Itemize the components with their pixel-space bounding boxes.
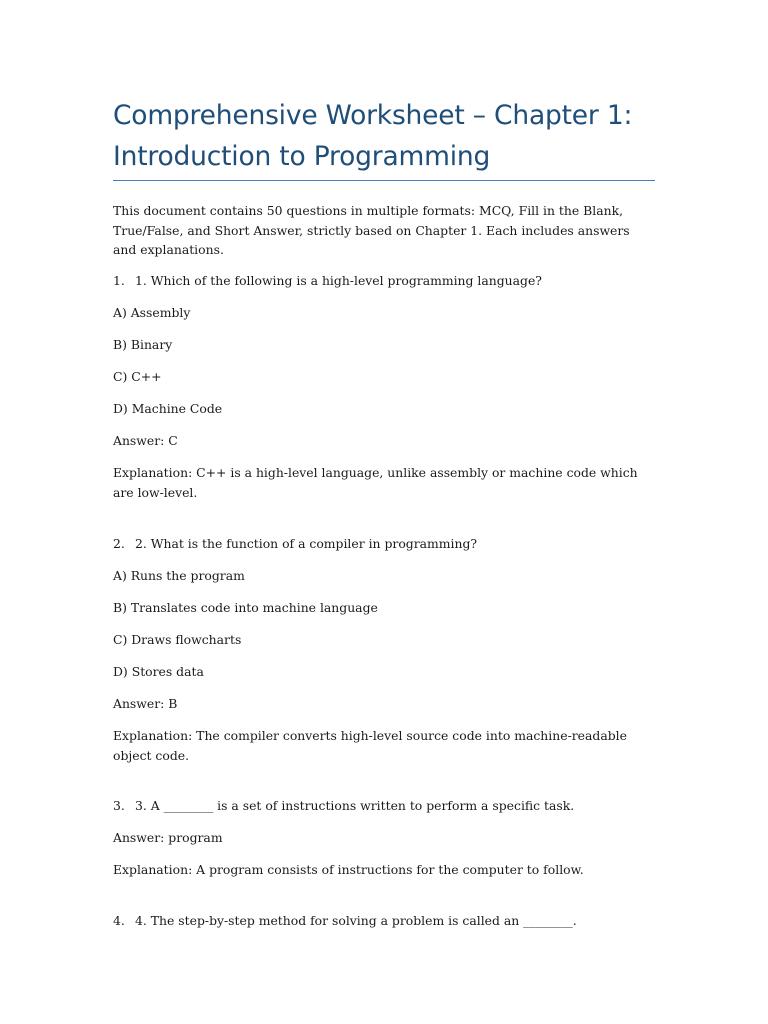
intro-paragraph: This document contains 50 questions in multiple formats: MCQ, Fill in the Blank, True/False, and Short Answer, strictly based on Chapter 1. Each includes answers and explanations. bbox=[113, 203, 630, 257]
question-number: 4. bbox=[113, 913, 125, 928]
question-1-answer: Answer: C bbox=[113, 433, 178, 448]
question-1-option-c: C) C++ bbox=[113, 369, 162, 384]
question-text: 2. What is the function of a compiler in programming? bbox=[135, 536, 478, 551]
question-3 bbox=[113, 796, 653, 816]
question-text: 1. Which of the following is a high-level programming language? bbox=[135, 273, 542, 288]
title-line-2: Introduction to Programming bbox=[113, 141, 491, 172]
question-1 bbox=[113, 271, 653, 291]
question-3-explanation: Explanation: A program consists of instructions for the computer to follow. bbox=[113, 862, 584, 877]
question-number: 2. bbox=[113, 536, 125, 551]
question-number: 1. bbox=[113, 273, 125, 288]
question-number: 3. bbox=[113, 798, 125, 813]
question-4 bbox=[113, 911, 653, 931]
title-line-1: Comprehensive Worksheet – Chapter 1: bbox=[113, 100, 633, 131]
question-1-option-b: B) Binary bbox=[113, 337, 173, 352]
title-underline bbox=[113, 180, 655, 181]
question-3-answer: Answer: program bbox=[113, 830, 223, 845]
question-2-answer: Answer: B bbox=[113, 696, 178, 711]
question-1-explanation: Explanation: C++ is a high-level language, unlike assembly or machine code which are low-level. bbox=[113, 465, 638, 500]
question-text: 4. The step-by-step method for solving a problem is called an ________. bbox=[135, 913, 577, 928]
question-2-option-b: B) Translates code into machine language bbox=[113, 600, 378, 615]
question-2 bbox=[113, 534, 653, 554]
question-text: 3. A ________ is a set of instructions written to perform a specific task. bbox=[135, 798, 575, 813]
question-2-option-c: C) Draws flowcharts bbox=[113, 632, 242, 647]
question-2-explanation: Explanation: The compiler converts high-level source code into machine-readable object code. bbox=[113, 728, 627, 763]
question-2-option-a: A) Runs the program bbox=[113, 568, 245, 583]
document-title bbox=[113, 95, 658, 177]
question-1-option-d: D) Machine Code bbox=[113, 401, 223, 416]
question-2-option-d: D) Stores data bbox=[113, 664, 204, 679]
question-1-option-a: A) Assembly bbox=[113, 305, 191, 320]
